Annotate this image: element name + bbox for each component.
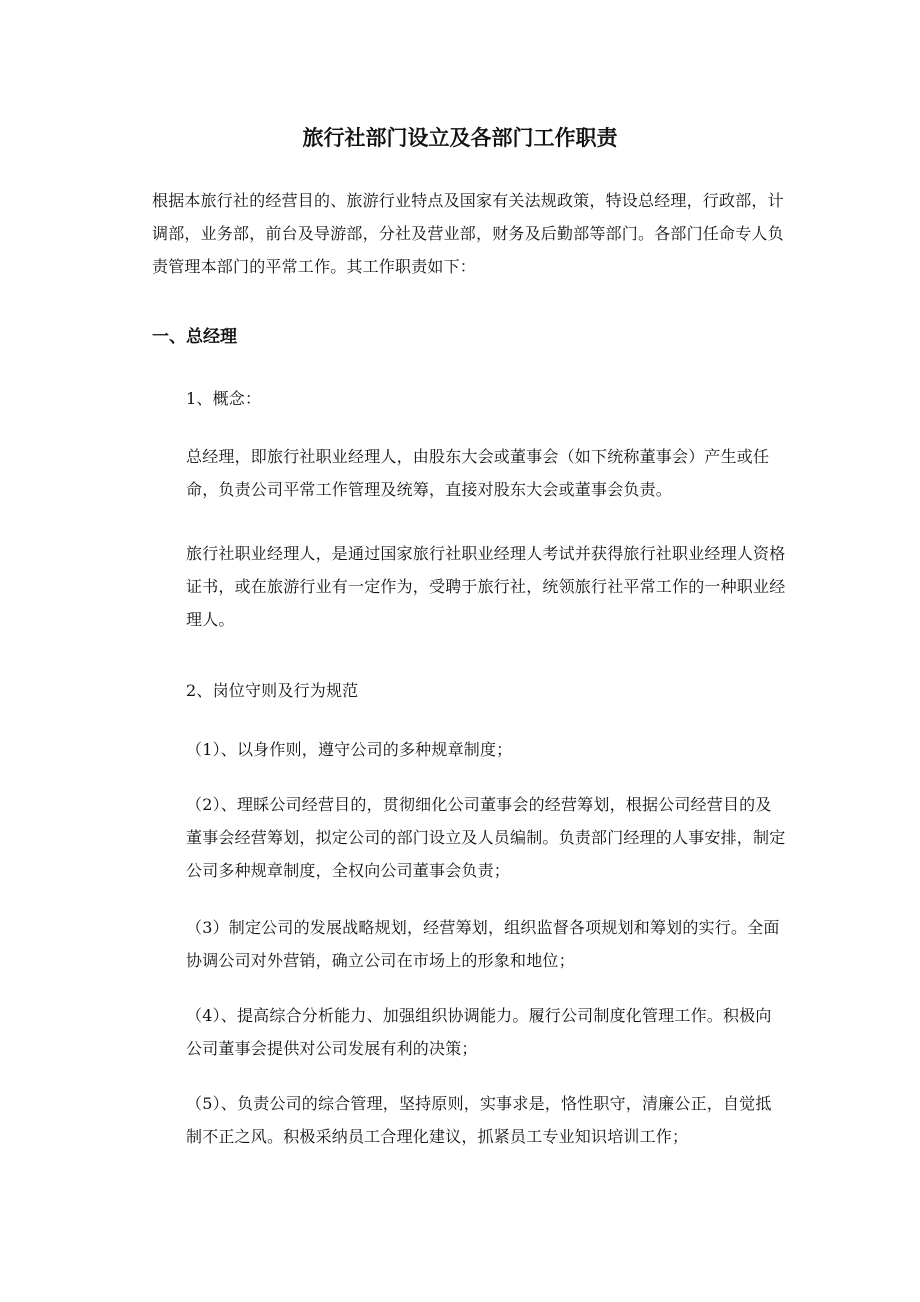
concept-heading: 1、概念：	[186, 389, 262, 408]
rule-item-3: （3）制定公司的发展战略规划，经营筹划，组织监督各项规划和筹划的实行。全面协调公司对外营销，确立公司在市场上的形象和地位；	[186, 918, 780, 970]
rule-item-4: （4）、提高综合分析能力、加强组织协调能力。履行公司制度化管理工作。积极向公司董事会提供对公司发展有利的决策；	[186, 1006, 772, 1058]
intro-paragraph: 根据本旅行社的经营目的、旅游行业特点及国家有关法规政策，特设总经理，行政部，计调部，业务部，前台及导游部，分社及营业部，财务及后勤部等部门。各部门任命专人负责管理本部门的平常工作。其工作职责如下：	[152, 191, 784, 276]
rule-item-1: （1）、以身作则，遵守公司的多种规章制度；	[186, 740, 513, 759]
page-title: 旅行社部门设立及各部门工作职责	[302, 125, 618, 150]
rule-item-5: （5）、负责公司的综合管理，坚持原则，实事求是，恪性职守，清廉公正，自觉抵制不正之风。积极采纳员工合理化建议，抓紧员工专业知识培训工作；	[186, 1094, 772, 1146]
rules-heading: 2、岗位守则及行为规范	[186, 681, 359, 700]
concept-paragraph-1: 总经理，即旅行社职业经理人，由股东大会或董事会（如下统称董事会）产生或任命，负责公司平常工作管理及统筹，直接对股东大会或董事会负责。	[186, 447, 770, 499]
rule-item-2: （2）、理睬公司经营目的，贯彻细化公司董事会的经营筹划，根据公司经营目的及董事会经营筹划，拟定公司的部门设立及人员编制。负责部门经理的人事安排，制定公司多种规章制度，全权向公司董事会负责；	[186, 795, 786, 880]
section-heading-general-manager: 一、总经理	[152, 327, 237, 347]
concept-paragraph-2: 旅行社职业经理人，是通过国家旅行社职业经理人考试并获得旅行社职业经理人资格证书，或在旅游行业有一定作为，受聘于旅行社，统领旅行社平常工作的一种职业经理人。	[186, 544, 786, 629]
